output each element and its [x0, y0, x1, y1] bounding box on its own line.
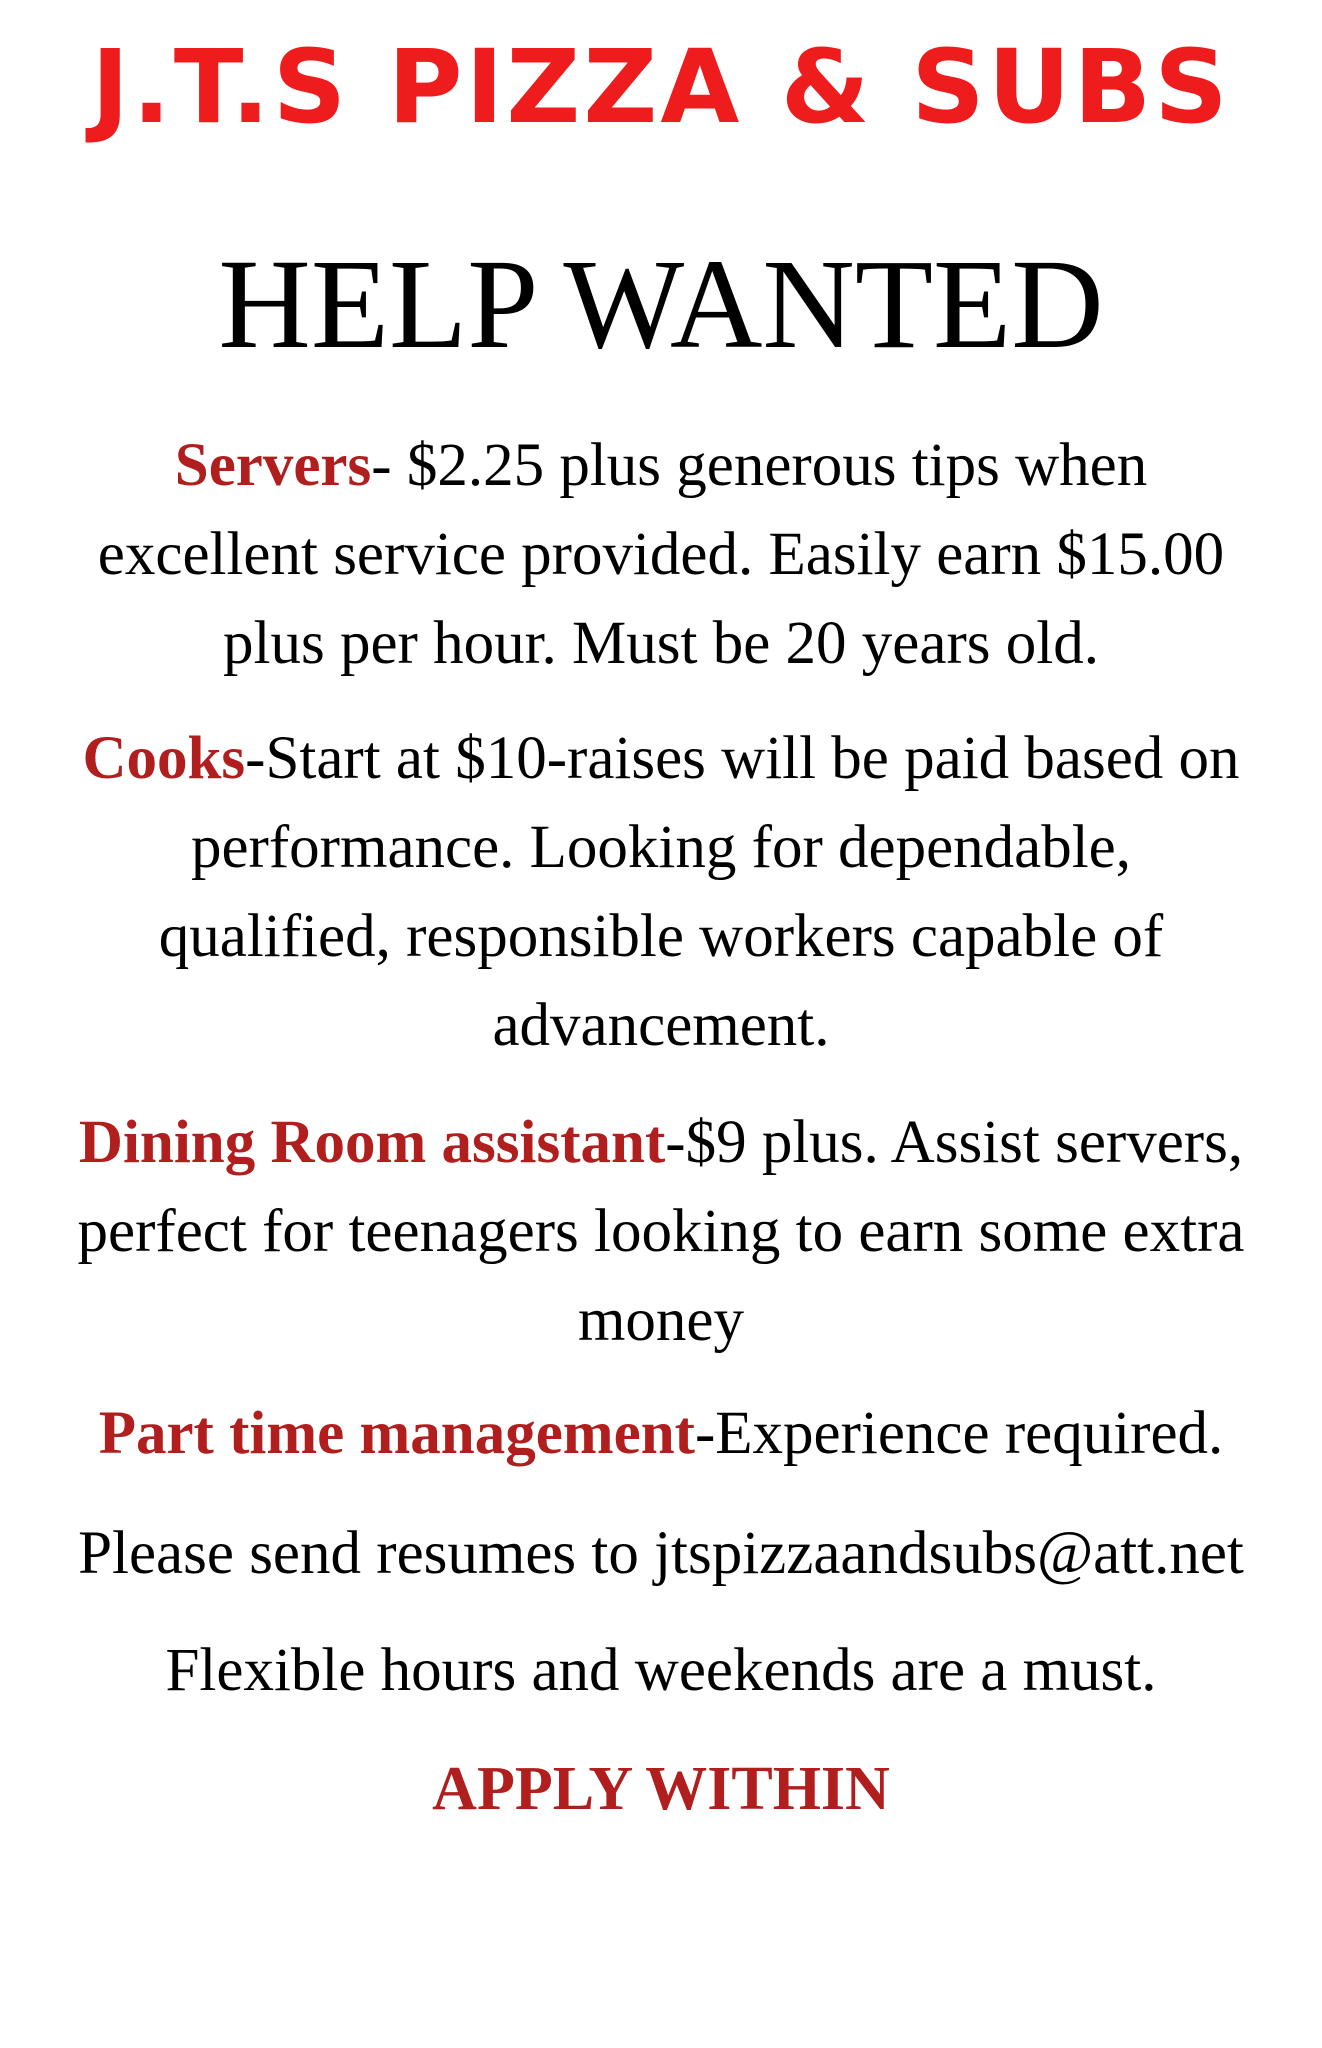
servers-title: Servers — [174, 432, 372, 499]
servers-first-line — [0, 421, 1322, 510]
servers-text-line-3: plus per hour. Must be 20 years old. — [223, 610, 1099, 677]
resume-text: Please send resumes to jtspizzaandsubs@att.net — [78, 1520, 1244, 1587]
dining-room-assistant-title: Dining Room assistant — [78, 1109, 666, 1176]
cooks-text-line-2: performance. Looking for dependable, — [190, 814, 1132, 881]
part-time-management-section — [0, 1389, 1322, 1478]
cooks-text-line-4: advancement. — [492, 992, 830, 1059]
dining-text-line-2: perfect for teenagers looking to earn some extra — [77, 1198, 1245, 1265]
help-wanted-headline: HELP WANTED — [218, 233, 1104, 375]
cooks-first-line — [0, 714, 1322, 803]
dining-text-line-1: -$9 plus. Assist servers, — [665, 1109, 1244, 1176]
cooks-title: Cooks — [82, 725, 246, 792]
servers-section — [0, 421, 1322, 688]
dining-first-line — [0, 1098, 1322, 1187]
availability-text: Flexible hours and weekends are a must. — [165, 1637, 1157, 1704]
business-name: J.T.S PIZZA & SUBS — [91, 28, 1231, 147]
management-text-line-1: -Experience required. — [694, 1400, 1224, 1467]
part-time-management-title: Part time management — [98, 1400, 695, 1467]
management-first-line — [0, 1389, 1322, 1478]
cooks-section — [0, 714, 1322, 1070]
servers-text-line-2: excellent service provided. Easily earn $15.00 — [97, 521, 1225, 588]
dining-room-assistant-section — [0, 1098, 1322, 1365]
apply-within-call-to-action: APPLY WITHIN — [432, 1755, 890, 1823]
cooks-text-line-1: -Start at $10-raises will be paid based on — [245, 725, 1240, 792]
cooks-text-line-3: qualified, responsible workers capable of — [158, 903, 1164, 970]
availability-note — [0, 1626, 1322, 1715]
dining-text-line-3: money — [577, 1287, 745, 1354]
servers-text-line-1: - $2.25 plus generous tips when — [371, 432, 1148, 499]
resume-contact-line — [0, 1509, 1322, 1598]
